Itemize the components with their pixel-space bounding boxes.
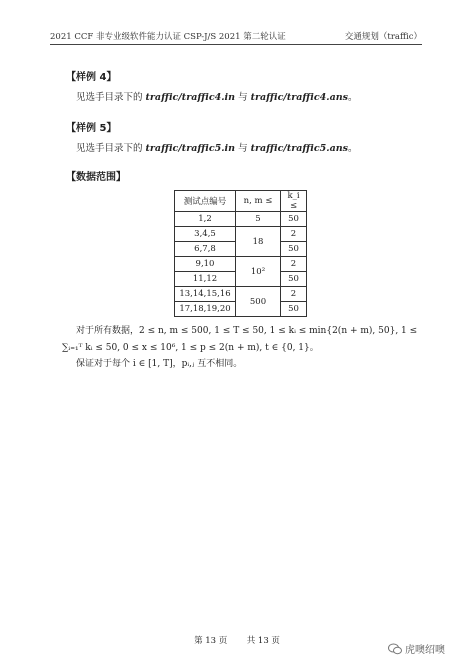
table-row: [175, 227, 307, 242]
cell-nm: 500: [236, 287, 281, 317]
sample5-text: [76, 140, 358, 154]
constraints-line-2: ∑ᵢ₌₁ᵀ kᵢ ≤ 50, 0 ≤ x ≤ 10⁶, 1 ≤ p ≤ 2(n + m), t ∈ {0, 1}。: [62, 343, 319, 353]
constraints-line-1: 对于所有数据，2 ≤ n, m ≤ 500, 1 ≤ T ≤ 50, 1 ≤ kᵢ ≤ min{2(n + m), 50}, 1 ≤: [76, 326, 418, 336]
cell-ids: 11,12: [175, 272, 236, 287]
footer-page-number: 第 13 页: [194, 636, 228, 646]
cell-k: 50: [281, 242, 307, 257]
header-ki: k_i ≤: [281, 191, 307, 212]
cell-ids: 9,10: [175, 257, 236, 272]
sample5-heading: 【样例 5】: [66, 123, 117, 134]
table-header-row: [175, 191, 307, 212]
constraints-line-3: 保证对于每个 i ∈ [1, T]，pᵢ,ⱼ 互不相同。: [76, 359, 243, 369]
header-problem-title: 交通规划（traffic）: [344, 32, 422, 42]
data-range-table: [174, 190, 307, 317]
header-test-id: 测试点编号: [175, 191, 236, 212]
sample5-prefix: 见选手目录下的: [76, 143, 146, 154]
cell-nm: 5: [236, 212, 281, 227]
data-range-heading: 【数据范围】: [66, 172, 126, 183]
cell-ids: 13,14,15,16: [175, 287, 236, 302]
wechat-icon: [388, 643, 402, 655]
table-row: [175, 287, 307, 302]
sample5-suffix: 。: [348, 143, 358, 154]
cell-k: 50: [281, 212, 307, 227]
table-row: [175, 257, 307, 272]
cell-k: 50: [281, 302, 307, 317]
cell-ids: 17,18,19,20: [175, 302, 236, 317]
cell-k: 2: [281, 287, 307, 302]
header-rule: [50, 44, 422, 45]
page-header: [50, 30, 422, 44]
cell-k: 2: [281, 257, 307, 272]
cell-k: 50: [281, 272, 307, 287]
table-row: [175, 212, 307, 227]
cell-ids: 1,2: [175, 212, 236, 227]
sample4-mid: 与: [235, 92, 251, 103]
cell-ids: 3,4,5: [175, 227, 236, 242]
sample4-ans-file: traffic/traffic4.ans: [250, 92, 348, 103]
sample5-ans-file: traffic/traffic5.ans: [250, 143, 348, 154]
header-contest-title: 2021 CCF 非专业级软件能力认证 CSP-J/S 2021 第二轮认证: [50, 32, 286, 42]
cell-k: 2: [281, 227, 307, 242]
sample4-in-file: traffic/traffic4.in: [145, 92, 236, 103]
watermark: [388, 641, 445, 656]
cell-nm: 10²: [236, 257, 281, 287]
sample4-text: [76, 89, 358, 103]
sample4-prefix: 见选手目录下的: [76, 92, 146, 103]
cell-nm: 18: [236, 227, 281, 257]
sample5-in-file: traffic/traffic5.in: [145, 143, 236, 154]
watermark-text: 虎噢绍噢: [405, 645, 445, 656]
header-nm: n, m ≤: [236, 191, 281, 212]
footer-total-pages: 共 13 页: [246, 636, 280, 646]
sample4-heading: 【样例 4】: [66, 72, 117, 83]
sample4-suffix: 。: [348, 92, 358, 103]
cell-ids: 6,7,8: [175, 242, 236, 257]
sample5-mid: 与: [235, 143, 251, 154]
